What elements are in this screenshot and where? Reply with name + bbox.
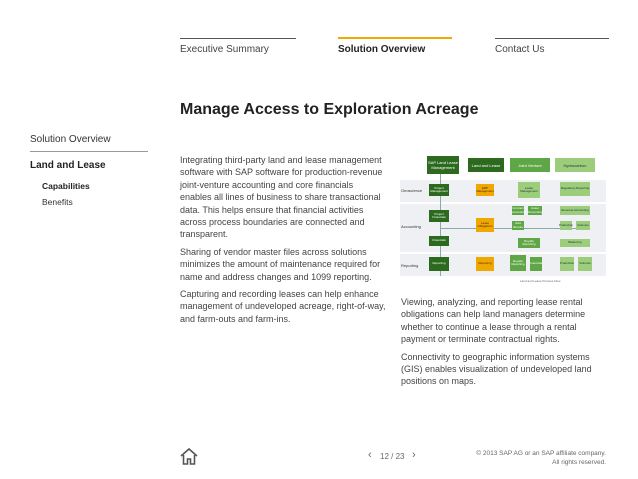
diagram-caption: Land and Lease Process Flow	[520, 279, 561, 283]
diagram-row-label: Geoscience	[401, 188, 423, 193]
sidebar-section-land-and-lease[interactable]: Land and Lease	[30, 160, 106, 171]
prev-page-button[interactable]: ‹	[368, 449, 372, 461]
tab-solution-overview[interactable]: Solution Overview	[338, 44, 426, 55]
diagram-box: Royalty Reporting	[518, 238, 540, 248]
sidebar-item-benefits[interactable]: Benefits	[42, 197, 73, 207]
diagram-box: Joint Venture	[512, 221, 524, 229]
diagram-box: Reporting	[476, 257, 494, 271]
diagram-row-label: Reporting	[401, 263, 419, 268]
tab-executive-summary[interactable]: Executive Summary	[180, 44, 269, 55]
diagram-row-label: Accounting	[401, 224, 421, 229]
diagram-box: Project Financials	[429, 210, 449, 222]
left-text-column	[180, 154, 386, 330]
diagram-box: Financials	[530, 257, 542, 271]
paragraph: Viewing, analyzing, and reporting lease rental obligations can help land managers determine whether to continue a lease through a rental payment or terminate contractual rights.	[401, 297, 586, 345]
nav-rule-executive-summary	[180, 38, 296, 39]
diagram-box: Project Management	[429, 184, 449, 196]
diagram-box: Balancing	[560, 239, 590, 247]
diagram-box: Lease Management	[518, 182, 540, 198]
diagram-box: Volumes	[578, 257, 592, 271]
right-text-column	[401, 296, 607, 393]
sidebar-divider	[30, 151, 148, 152]
tab-contact-us[interactable]: Contact Us	[495, 44, 545, 55]
home-icon[interactable]	[180, 448, 198, 465]
paragraph: Sharing of vendor master files across solutions minimizes the amount of maintenance required for name and address changes and 1099 reporting.	[180, 246, 381, 282]
diagram-header: Joint Venture	[510, 158, 550, 172]
page-indicator: 12 / 23	[380, 452, 405, 461]
diagram-box: Contract Accounting	[510, 206, 526, 214]
diagram-header: Hydrocarbon	[555, 158, 595, 172]
diagram-box: Asset Accounting	[527, 206, 543, 214]
copyright-line: © 2013 SAP AG or an SAP affiliate company.	[476, 450, 606, 457]
diagram-header: SAP Land Lease Management	[427, 156, 459, 174]
diagram-box: Reporting	[429, 257, 449, 271]
diagram-box: Production	[560, 257, 574, 271]
process-diagram	[400, 154, 606, 286]
copyright-line: All rights reserved.	[552, 459, 606, 466]
page-title: Manage Access to Exploration Acreage	[180, 101, 479, 118]
diagram-box: Financials	[429, 236, 449, 246]
paragraph: Connectivity to geographic information systems (GIS) enables visualization of undeveloped land positions on maps.	[401, 351, 592, 387]
diagram-box: ERP Management	[476, 184, 494, 196]
paragraph: Integrating third-party land and lease management software with SAP software for production-revenue joint-venture accounting and core financials enables all lines of business to share transactional data. This helps ensure that financial activities across process boundaries are connected and transparent.	[180, 155, 383, 240]
sidebar-item-capabilities[interactable]: Capabilities	[42, 181, 90, 191]
diagram-header: Land and Lease	[468, 158, 504, 172]
diagram-box: Royalty Reporting	[510, 255, 526, 271]
diagram-box: Revenue Accounting	[560, 206, 590, 215]
next-page-button[interactable]: ›	[412, 449, 416, 461]
paragraph: Capturing and recording leases can help enhance management of undeveloped acreage, right-of-way, and farm-outs and farm-ins.	[180, 289, 386, 324]
diagram-box: Regulatory Reporting	[560, 182, 590, 196]
nav-rule-contact-us	[495, 38, 609, 39]
diagram-box: Production	[560, 221, 572, 230]
copyright	[476, 449, 606, 467]
diagram-box: Volumes	[576, 221, 590, 230]
nav-rule-solution-overview	[338, 37, 452, 39]
sidebar-heading[interactable]: Solution Overview	[30, 134, 111, 145]
diagram-box: Lease Obligations	[476, 218, 494, 232]
